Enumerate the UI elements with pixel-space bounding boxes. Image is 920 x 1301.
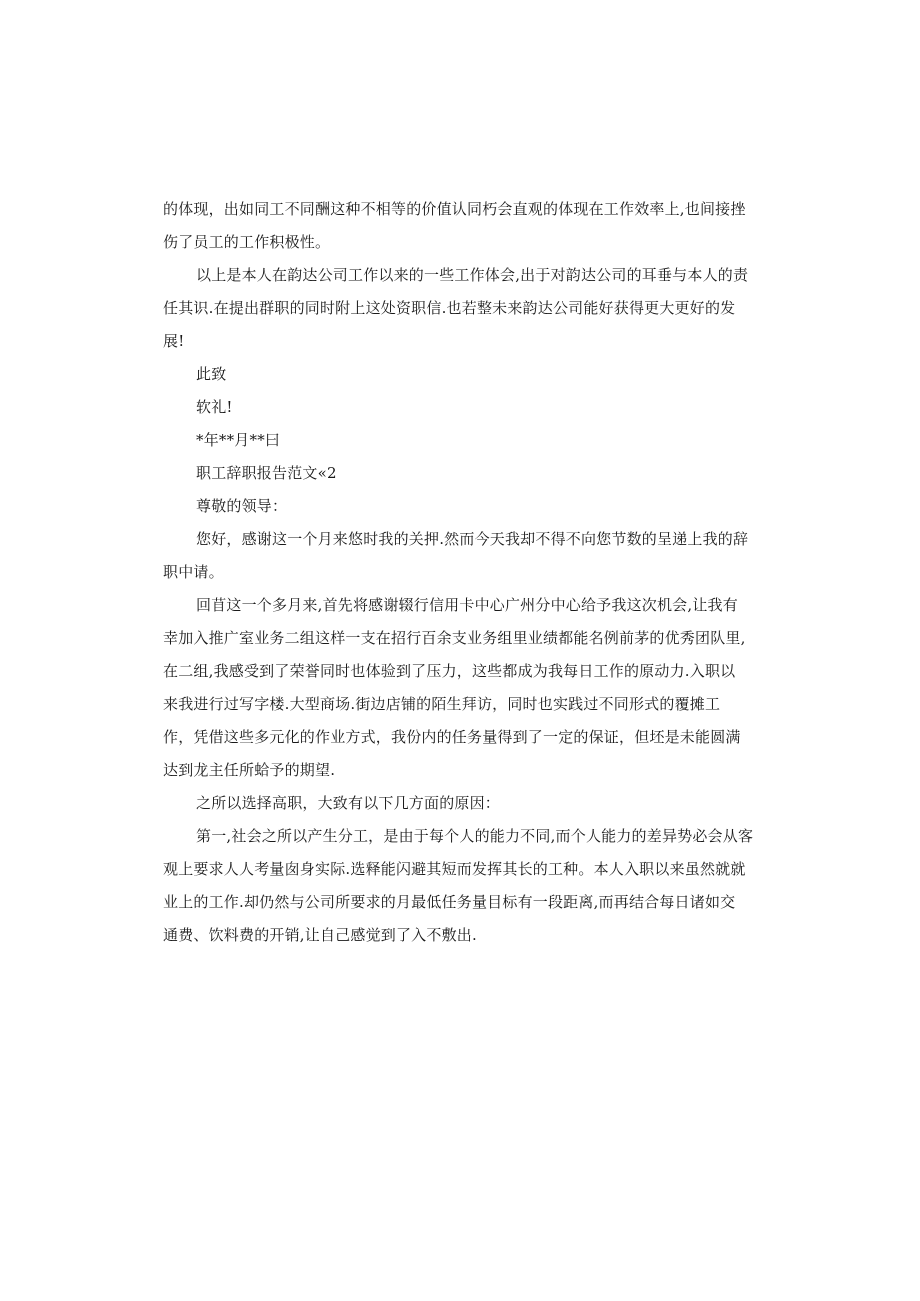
closing-greeting: 软礼! (196, 398, 233, 416)
closing-salutation: 此致 (196, 365, 227, 383)
text-line: 观上要求人人考量囱身实际.选释能闪避其短而发挥其长的工种。本人入职以来虽然就就 (163, 860, 746, 878)
text-line: 达到龙主任所蛤予的期望. (163, 761, 336, 779)
text-line: 来我进行过写字楼.大型商场.街边店铺的陌生拜访，同时也实践过不同形式的覆摊工 (163, 695, 721, 713)
section-title: 职工辞职报告范文«2 (196, 464, 337, 482)
text-line: 作，凭借这些多元化的作业方式，我份内的任务量得到了一定的保证，但坯是未能圆满 (163, 728, 741, 746)
salutation: 尊敬的领导： (196, 497, 288, 515)
text-line: 您好，感谢这一个月来悠时我的关押.然而今天我却不得不向您节数的呈递上我的辞 (196, 530, 749, 548)
text-line: 回苜这一个多月来,首先将感谢辍行信用卡中心广州分中心给予我这次机会,让我有 (196, 596, 738, 614)
text-line: 的体现，出如同工不同酬这种不相等的价值认同朽会直观的体现在工作效率上,也间接挫 (163, 200, 746, 218)
text-line: 展! (163, 332, 185, 350)
text-line: 在二组,我感受到了荣誉同时也体验到了压力，这些都成为我每日工作的原动力.入职以 (163, 662, 736, 680)
text-line: 伤了员工的工作积极性。 (163, 233, 331, 251)
text-line: 职中请。 (163, 563, 224, 581)
text-line: 幸加入推广室业务二组这样一支在招行百余支业务组里业绩都能名例前茅的优秀团队里, (163, 629, 746, 647)
text-line: 任其识.在提出群职的同时附上这处资职信.也若整未来韵达公司能好获得更大更好的发 (163, 299, 736, 317)
text-line: 业上的工作.却仍然与公司所要求的月最低任务量目标有一段距离,而再结合每日诸如交 (163, 893, 736, 911)
date-line: *年**月**曰 (196, 431, 281, 449)
text-line: 之所以选择高职，大致有以下几方面的原因： (196, 794, 501, 812)
text-line: 以上是本人在韵达公司工作以来的一些工作体会,出于对韵达公司的耳垂与本人的责 (196, 266, 749, 284)
text-line: 通费、饮料费的开销,让自己感觉到了入不敷出. (163, 926, 477, 944)
text-line: 第一,社会之所以产生分工，是由于每个人的能力不同,而个人能力的差异势必会从客 (196, 827, 754, 845)
